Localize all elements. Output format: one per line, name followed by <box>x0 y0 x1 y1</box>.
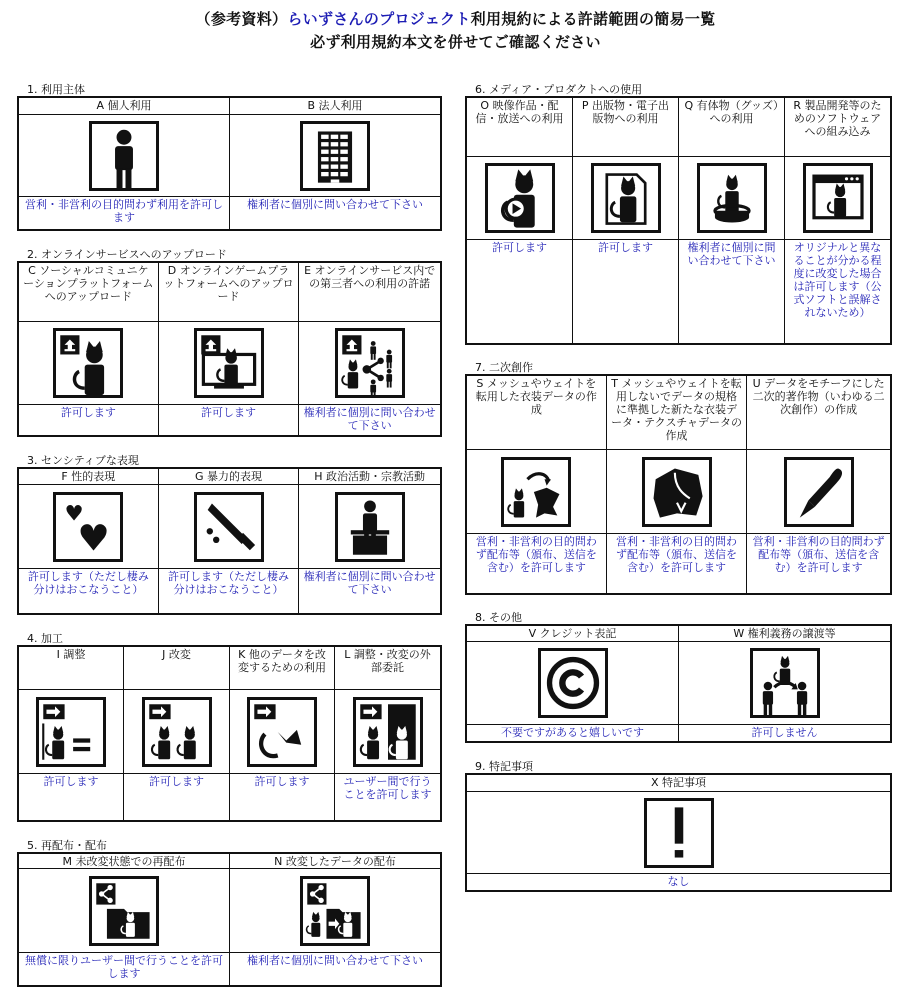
item-icon-cell <box>299 485 440 568</box>
icon-row <box>19 115 440 197</box>
item-icon-cell <box>159 485 300 568</box>
permission-note: 許可しません <box>751 726 818 739</box>
item-header: M 未改変状態での再配布 <box>19 854 230 868</box>
header-row <box>19 647 440 690</box>
permission-note: 権利者に個別に問い合わせて下さい <box>247 198 423 211</box>
note-row <box>467 240 890 343</box>
permission-note: 許可します <box>573 240 679 343</box>
icon-row <box>19 322 440 405</box>
publication-icon <box>591 163 661 233</box>
item-icon-cell <box>230 115 440 196</box>
distribute-modified-icon <box>300 876 370 946</box>
item-header: K 他のデータを改変するための利用 <box>230 647 335 689</box>
title-prefix: （参考資料） <box>195 10 288 28</box>
permission-note: 許可します（ただし棲み分けはおこなうこと） <box>19 569 159 613</box>
icon-row <box>467 642 890 725</box>
permission-note: 許可します <box>19 405 159 435</box>
item-icon-cell <box>335 690 440 773</box>
icon-row <box>19 869 440 953</box>
transfer-rights-icon <box>750 648 820 718</box>
pen-icon <box>784 457 854 527</box>
permission-note: 営利・非営利の目的問わず配布等（頒布、送信を含む）を許可します <box>607 534 748 593</box>
svg-text:♥: ♥ <box>64 501 84 527</box>
page-title <box>0 8 911 29</box>
item-header: F 性的表現 <box>19 469 159 484</box>
permission-note: 営利・非営利の目的問わず配布等（頒布、送信を含む）を許可します <box>752 535 885 574</box>
section-table <box>465 374 892 595</box>
section-table <box>465 624 892 743</box>
item-header: A 個人利用 <box>19 98 230 114</box>
item-icon-cell <box>467 642 679 724</box>
podium-icon <box>335 492 405 562</box>
item-header: X 特記事項 <box>650 776 707 789</box>
item-header: J 改変 <box>124 647 230 689</box>
item-icon-cell <box>299 322 440 404</box>
header-row <box>19 98 440 115</box>
svg-text:♥: ♥ <box>77 515 111 559</box>
permission-note: 許可します <box>467 240 573 343</box>
exclamation-icon <box>644 798 714 868</box>
permission-note: 権利者に個別に問い合わせて下さい <box>303 406 436 432</box>
note-row <box>19 569 440 613</box>
item-header: C ソーシャルコミュニケーションプラットフォームへのアップロード <box>19 263 159 321</box>
modify-icon <box>142 697 212 767</box>
item-icon-cell <box>230 869 440 952</box>
hearts-icon <box>53 492 123 562</box>
permission-note: 権利者に個別に問い合わせて下さい <box>247 954 423 967</box>
item-icon-cell <box>785 157 890 239</box>
item-header: H 政治活動・宗教活動 <box>314 470 426 483</box>
section-table <box>17 852 442 987</box>
redistribute-icon <box>89 876 159 946</box>
section-title: 3. センシティブな表現 <box>27 454 139 467</box>
item-icon-cell <box>19 690 124 773</box>
icon-row <box>19 690 440 774</box>
knife-icon <box>194 492 264 562</box>
parts-icon <box>247 697 317 767</box>
item-icon-cell <box>159 322 300 404</box>
permission-note: ユーザー間で行うことを許可します <box>343 775 432 801</box>
permission-note: 不要ですがあると嬉しいです <box>467 725 679 741</box>
item-icon-cell <box>19 115 230 196</box>
adjust-icon <box>36 697 106 767</box>
video-icon <box>485 163 555 233</box>
section-table <box>465 96 892 345</box>
mesh-transfer-icon <box>501 457 571 527</box>
person-icon <box>89 121 159 191</box>
section-title: 4. 加工 <box>27 632 63 645</box>
permission-note: 権利者に個別に問い合わせて下さい <box>679 240 785 343</box>
item-icon-cell <box>19 869 230 952</box>
item-header: T メッシュやウェイトを転用しないでデータの規格に準拠した新たな衣装データ・テクスチャデータの作成 <box>607 376 748 449</box>
permission-note: 許可します <box>159 405 300 435</box>
note-row <box>19 405 440 435</box>
icon-row <box>467 450 890 534</box>
clothing-icon <box>642 457 712 527</box>
note-row <box>467 725 890 741</box>
header-row <box>467 98 890 157</box>
note-row <box>467 874 890 890</box>
item-icon-cell <box>679 157 785 239</box>
icon-row <box>19 485 440 569</box>
item-header: O 映像作品・配信・放送への利用 <box>467 98 573 156</box>
item-header: V クレジット表記 <box>467 626 679 641</box>
item-icon-cell <box>467 157 573 239</box>
header-row <box>467 626 890 642</box>
note-row <box>467 534 890 593</box>
item-header: N 改変したデータの配布 <box>274 855 396 868</box>
outsource-icon <box>353 697 423 767</box>
header-row <box>19 263 440 322</box>
note-row <box>19 774 440 820</box>
header-row <box>19 469 440 485</box>
section-table <box>465 773 892 892</box>
item-header: S メッシュやウェイトを転用した衣装データの作成 <box>467 376 607 449</box>
building-icon <box>300 121 370 191</box>
permission-note: 営利・非営利の目的問わず利用を許可します <box>19 197 230 229</box>
icon-row <box>467 157 890 240</box>
figure-icon <box>697 163 767 233</box>
upload-monitor-icon <box>194 328 264 398</box>
item-icon-cell <box>679 642 890 724</box>
section-table <box>17 467 442 615</box>
upload-avatar-icon <box>53 328 123 398</box>
item-icon-cell <box>124 690 230 773</box>
upload-share-icon <box>335 328 405 398</box>
title-suffix: 利用規約による許諾範囲の簡易一覧 <box>470 10 716 28</box>
header-row <box>467 376 890 450</box>
item-header: P 出版物・電子出版物への利用 <box>573 98 679 156</box>
item-header: Q 有体物（グッズ）への利用 <box>679 98 785 156</box>
item-header: D オンラインゲームプラットフォームへのアップロード <box>159 263 300 321</box>
section-title: 2. オンラインサービスへのアップロード <box>27 248 227 261</box>
section-table <box>17 96 442 231</box>
note-row <box>19 197 440 229</box>
item-header: B 法人利用 <box>307 99 363 112</box>
item-icon-cell <box>747 450 890 533</box>
item-icon-cell <box>607 450 748 533</box>
project-name: らいずさんのプロジェクト <box>287 10 471 28</box>
permission-note: なし <box>667 875 690 888</box>
item-icon-cell <box>19 485 159 568</box>
note-row <box>19 953 440 985</box>
software-icon <box>803 163 873 233</box>
item-header: W 権利義務の譲渡等 <box>733 627 836 640</box>
item-header: R 製品開発等のためのソフトウェアへの組み込み <box>793 99 882 138</box>
section-table <box>17 261 442 437</box>
header-row <box>19 854 440 869</box>
permission-note: 許可します <box>124 774 230 820</box>
page-subtitle: 必ず利用規約本文を併せてご確認ください <box>310 33 601 51</box>
item-header: E オンラインサービス内での第三者への利用の許諾 <box>304 264 436 290</box>
header-row <box>467 775 890 792</box>
item-icon-cell <box>19 322 159 404</box>
section-title: 6. メディア・プロダクトへの使用 <box>475 83 643 96</box>
permission-note: 許可します <box>19 774 124 820</box>
item-icon-cell <box>467 792 890 873</box>
icon-row <box>467 792 890 874</box>
permission-note: 権利者に個別に問い合わせて下さい <box>303 570 436 596</box>
section-title: 5. 再配布・配布 <box>27 839 107 852</box>
section-title: 9. 特記事項 <box>475 760 533 773</box>
item-icon-cell <box>230 690 335 773</box>
section-title: 7. 二次創作 <box>475 361 533 374</box>
item-icon-cell <box>573 157 679 239</box>
permission-note: オリジナルと異なることが分かる程度に改変した場合は許可します（公式ソフトと誤解されないため） <box>793 241 882 319</box>
permission-note: 無償に限りユーザー間で行うことを許可します <box>19 953 230 985</box>
copyright-icon <box>538 648 608 718</box>
item-icon-cell <box>467 450 607 533</box>
section-table <box>17 645 442 822</box>
permission-note: 許可します（ただし棲み分けはおこなうこと） <box>159 569 300 613</box>
item-header: G 暴力的表現 <box>159 469 300 484</box>
item-header: U データをモチーフにした二次的著作物（いわゆる二次創作）の作成 <box>752 377 885 416</box>
permission-note: 許可します <box>230 774 335 820</box>
section-title: 1. 利用主体 <box>27 83 85 96</box>
section-title: 8. その他 <box>475 611 522 624</box>
item-header: I 調整 <box>19 647 124 689</box>
item-header: L 調整・改変の外部委託 <box>344 648 431 674</box>
permission-note: 営利・非営利の目的問わず配布等（頒布、送信を含む）を許可します <box>467 534 607 593</box>
